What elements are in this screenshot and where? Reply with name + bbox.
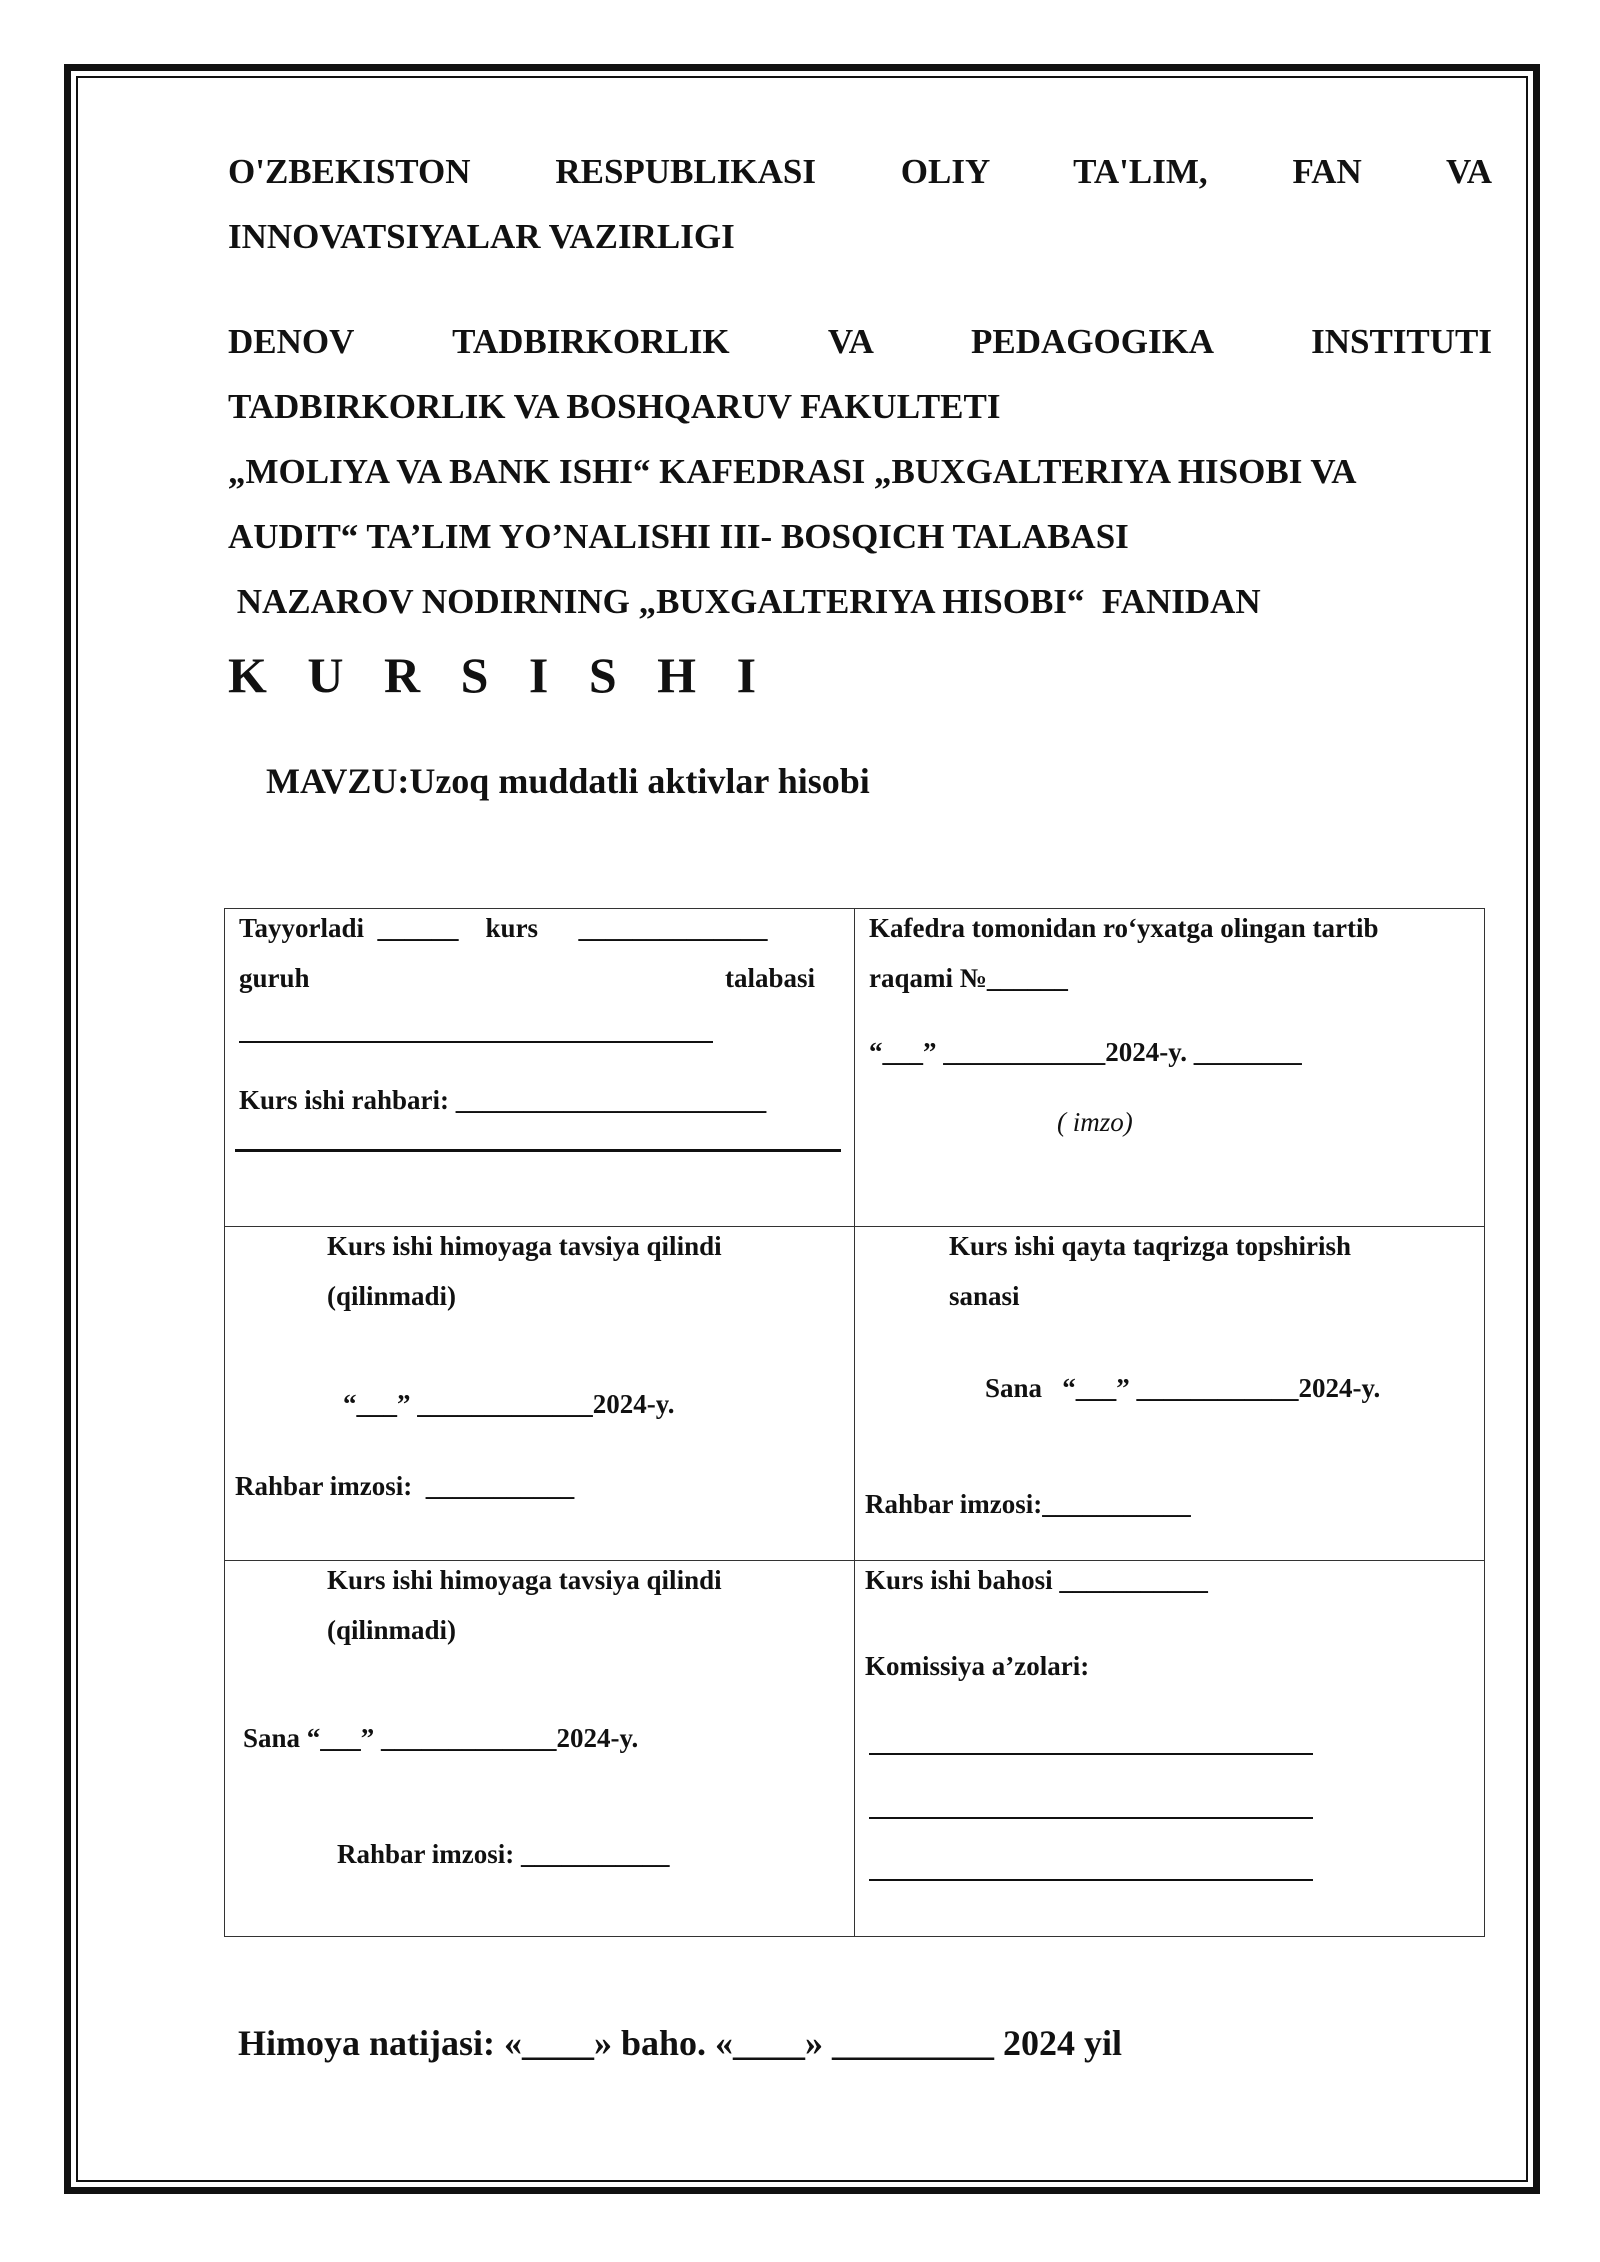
department-line: „MOLIYA VA BANK ISHI“ KAFEDRASI „BUXGALTERIYA HISOBI VA xyxy=(228,452,1357,491)
cell-defense-recommendation xyxy=(225,1227,855,1561)
blank-line xyxy=(239,1041,713,1043)
recommendation-line-2: (qilinmadi) xyxy=(327,1615,457,1645)
cell-re-review xyxy=(855,1227,1485,1561)
supervisor-signature: Rahbar imzosi: ___________ xyxy=(337,1839,670,1869)
re-review-date: Sana “___” ____________2024-y. xyxy=(985,1373,1381,1403)
recommendation-date: “___” _____________2024-y. xyxy=(343,1389,675,1419)
registration-date: “___” ____________2024-y. ________ xyxy=(869,1037,1302,1067)
signature-caption: ( imzo) xyxy=(1057,1107,1133,1137)
topic-line: MAVZU:Uzoq muddatli aktivlar hisobi xyxy=(266,761,870,801)
cell-defense-recommendation-2 xyxy=(225,1561,855,1937)
ministry-line-2: INNOVATSIYALAR VAZIRLIGI xyxy=(228,217,735,256)
re-review-line-2: sanasi xyxy=(949,1281,1020,1311)
supervisor-line: Kurs ishi rahbari: _______________________ xyxy=(239,1085,767,1115)
document-type-title: K U R S I S H I xyxy=(228,647,771,703)
recommendation-line-2: (qilinmadi) xyxy=(327,1281,457,1311)
cell-prepared-by xyxy=(225,909,855,1227)
recommendation-line-1: Kurs ishi himoyaga tavsiya qilindi xyxy=(327,1565,722,1595)
re-review-line-1: Kurs ishi qayta taqrizga topshirish xyxy=(949,1231,1352,1261)
group-label: guruh xyxy=(239,963,310,993)
cell-registration xyxy=(855,909,1485,1227)
registration-number: raqami №______ xyxy=(869,963,1068,993)
commission-label: Komissiya a’zolari: xyxy=(865,1651,1090,1681)
table-row xyxy=(225,1561,1485,1937)
student-label: talabasi xyxy=(725,963,816,993)
cell-grade-commission xyxy=(855,1561,1485,1937)
grade-line: Kurs ishi bahosi ___________ xyxy=(865,1565,1208,1595)
direction-line: AUDIT“ TA’LIM YO’NALISHI III- BOSQICH TALABASI xyxy=(228,517,1129,556)
table-row xyxy=(225,1227,1485,1561)
defense-result-line: Himoya natijasi: «____» baho. «____» _________ 2024 yil xyxy=(238,2023,1123,2063)
faculty-line: TADBIRKORLIK VA BOSHQARUV FAKULTETI xyxy=(228,387,1001,426)
recommendation-date: Sana “___” _____________2024-y. xyxy=(243,1723,639,1753)
commission-member-line xyxy=(869,1753,1313,1755)
commission-member-line xyxy=(869,1879,1313,1881)
commission-member-line xyxy=(869,1817,1313,1819)
approval-table xyxy=(224,908,1485,1937)
recommendation-line-1: Kurs ishi himoyaga tavsiya qilindi xyxy=(327,1231,722,1261)
supervisor-signature: Rahbar imzosi: ___________ xyxy=(235,1471,575,1501)
blank-line xyxy=(235,1149,841,1152)
institute-line-1: DENOV TADBIRKORLIK VA PEDAGOGIKA INSTITUTI xyxy=(228,322,1493,361)
table-row xyxy=(225,909,1485,1227)
registration-line-1: Kafedra tomonidan ro‘yxatga olingan tartib xyxy=(869,913,1379,943)
student-line: NAZAROV NODIRNING „BUXGALTERIYA HISOBI“ FANIDAN xyxy=(228,582,1261,621)
ministry-line-1: O'ZBEKISTON RESPUBLIKASI OLIY TA'LIM, FAN VA xyxy=(228,152,1493,191)
supervisor-signature: Rahbar imzosi:___________ xyxy=(865,1489,1191,1519)
prepared-by-line: Tayyorladi ______ kurs ______________ xyxy=(239,913,768,943)
